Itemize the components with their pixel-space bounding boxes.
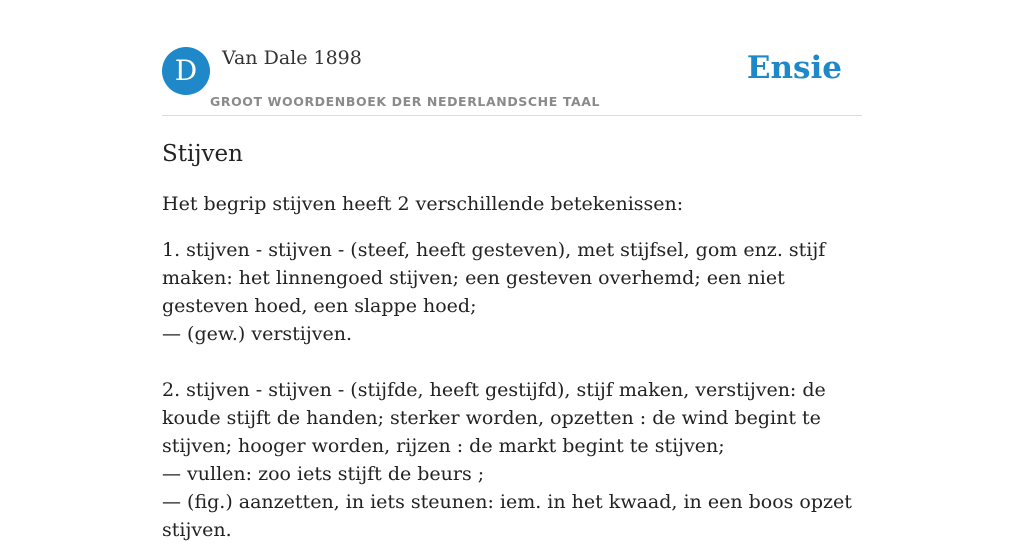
meaning-1-sub: — (gew.) verstijven. [162,323,353,345]
meaning-1-text: 1. stijven - stijven - (steef, heeft gesteven), met stijfsel, gom enz. stijf maken: het linnengoed stijven; een gesteven overhemd; een niet gesteven hoed, een slappe hoed; [162,239,826,317]
entry-content [162,136,862,544]
source-title[interactable]: Van Dale 1898 [222,47,362,69]
page-header [162,44,862,116]
source-avatar[interactable]: D [162,47,210,95]
meaning-2-sub-1: — vullen: zoo iets stijft de beurs ; [162,463,485,485]
source-subtitle: GROOT WOORDENBOEK DER NEDERLANDSCHE TAAL [210,94,601,109]
meaning-2-text: 2. stijven - stijven - (stijfde, heeft gestijfd), stijf maken, verstijven: de koude stijft de handen; sterker worden, opzetten : de wind begint te stijven; hooger worden, rijzen : de markt begint te stijven; [162,379,826,457]
ensie-logo-link[interactable]: Ensie [746,50,842,86]
entry-intro: Het begrip stijven heeft 2 verschillende betekenissen: [162,193,684,215]
entry-title: Stijven [162,141,243,167]
meaning-1 [162,236,862,348]
meaning-2 [162,376,862,544]
meaning-2-sub-2: — (fig.) aanzetten, in iets steunen: iem. in het kwaad, in een boos opzet stijven. [162,491,852,541]
